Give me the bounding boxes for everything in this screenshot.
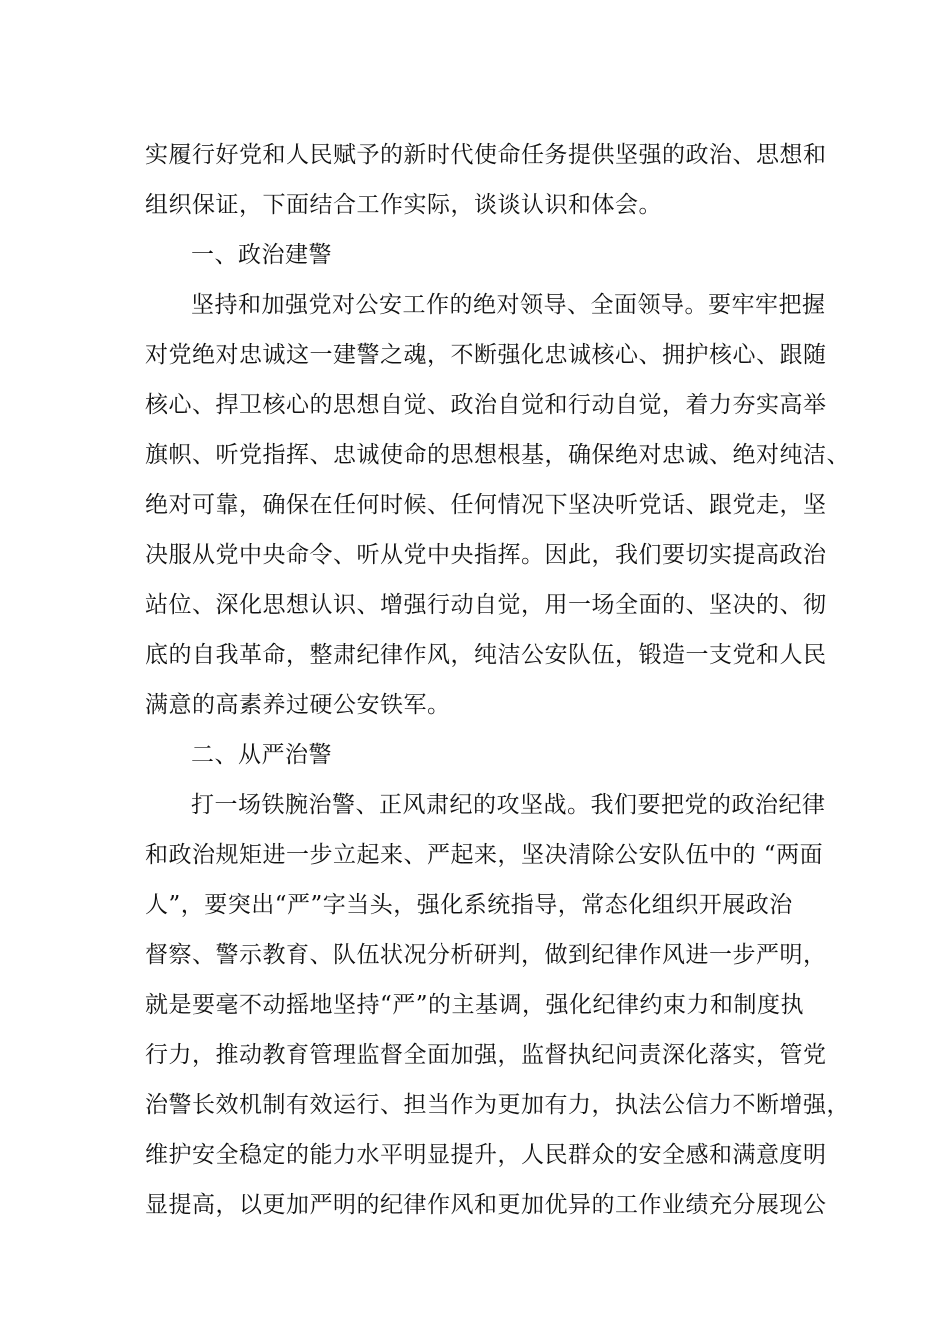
section-heading <box>145 230 825 280</box>
paragraph <box>145 280 850 730</box>
text-line: 维护安全稳定的能力水平明显提升，人民群众的安全感和满意度明 <box>145 1142 827 1168</box>
paragraph <box>145 130 825 230</box>
text-line: 底的自我革命，整肃纪律作风，纯洁公安队伍，锻造一支党和人民 <box>145 642 827 668</box>
text-line: 督察、警示教育、队伍状况分析研判，做到纪律作风进一步严明， <box>145 942 827 968</box>
text-line: 就是要毫不动摇地坚持“严”的主基调，强化纪律约束力和制度执 <box>145 992 805 1018</box>
text-line: 治警长效机制有效运行、担当作为更加有力，执法公信力不断增强， <box>145 1092 850 1118</box>
text-line: 实履行好党和人民赋予的新时代使命任务提供坚强的政治、思想和 <box>145 142 827 168</box>
text-line: 行力，推动教育管理监督全面加强，监督执纪问责深化落实，管党 <box>145 1042 827 1068</box>
text-line: 坚持和加强党对公安工作的绝对领导、全面领导。要牢牢把握 <box>191 292 826 318</box>
text-line: 站位、深化思想认识、增强行动自觉，用一场全面的、坚决的、彻 <box>145 592 827 618</box>
text-line: 决服从党中央命令、听从党中央指挥。因此，我们要切实提高政治 <box>145 542 827 568</box>
document-body <box>145 130 850 1230</box>
section-heading <box>145 730 825 780</box>
text-line: 人”，要突出“严”字当头，强化系统指导，常态化组织开展政治 <box>145 892 793 918</box>
text-line: 打一场铁腕治警、正风肃纪的攻坚战。我们要把党的政治纪律 <box>191 792 826 818</box>
text-line: 和政治规矩进一步立起来、严起来，坚决清除公安队伍中的 “两面 <box>145 842 824 868</box>
paragraph <box>145 780 850 1230</box>
text-line: 核心、捍卫核心的思想自觉、政治自觉和行动自觉，着力夯实高举 <box>145 392 827 418</box>
text-line: 显提高，以更加严明的纪律作风和更加优异的工作业绩充分展现公 <box>145 1192 827 1218</box>
heading-text: 二、从严治警 <box>191 742 332 768</box>
text-line: 旗帜、听党指挥、忠诚使命的思想根基，确保绝对忠诚、绝对纯洁、 <box>145 442 850 468</box>
text-line: 对党绝对忠诚这一建警之魂，不断强化忠诚核心、拥护核心、跟随 <box>145 342 827 368</box>
text-line: 绝对可靠，确保在任何时候、任何情况下坚决听党话、跟党走，坚 <box>145 492 827 518</box>
text-line: 组织保证，下面结合工作实际，谈谈认识和体会。 <box>145 192 662 218</box>
text-line: 满意的高素养过硬公安铁军。 <box>145 692 451 718</box>
heading-text: 一、政治建警 <box>191 242 332 268</box>
